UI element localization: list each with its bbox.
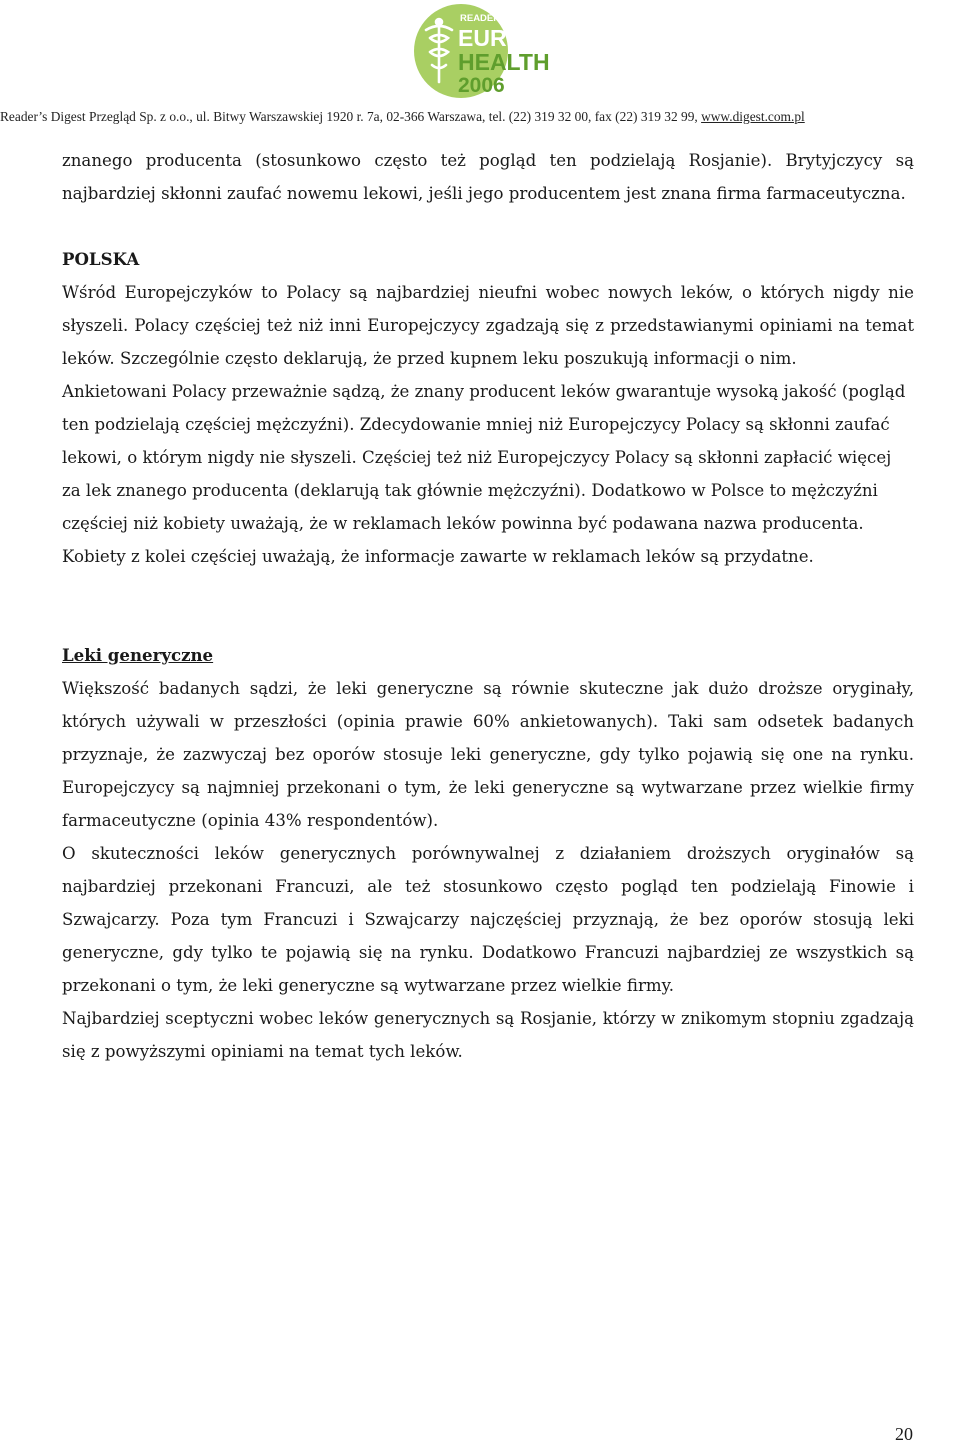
logo-year: 2006 <box>458 74 505 97</box>
logo-word-europe: EUROPE <box>458 25 556 51</box>
paragraph-polska-1: Wśród Europejczyków to Polacy są najbardziej nieufni wobec nowych leków, o których nigdy nie słyszeli. Polacy częściej też niż inni Europejczycy zgadzają się z przedstawianymi opiniami na temat leków. Szczególnie często deklarują, że przed kupnem leku poszukują informacji o nim. <box>62 283 914 368</box>
europe-health-logo <box>412 2 562 100</box>
heading-polska: POLSKA <box>62 249 140 269</box>
paragraph-generics-2: O skuteczności leków generycznych porównywalnej z działaniem droższych oryginałów są najbardziej przekonani Francuzi, ale też stosunkowo często pogląd ten podzielają Finowie i Szwajcarzy. Poza tym Francuzi i Szwajcarzy najczęściej przyznają, że bez oporów stosują leki generyczne, gdy tylko te pojawią się na rynku. Dodatkowo Francuzi najbardziej ze wszystkich są przekonani o tym, że leki generyczne są wytwarzane przez wielkie firmy. <box>62 844 914 995</box>
header-address <box>0 109 960 125</box>
page-number: 20 <box>895 1424 913 1444</box>
header-website-link[interactable]: www.digest.com.pl <box>701 109 805 124</box>
logo-word-health: HEALTH <box>458 49 550 75</box>
paragraph-polska-2: Ankietowani Polacy przeważnie sądzą, że znany producent leków gwarantuje wysoką jakość (pogląd ten podzielają częściej mężczyźni). Zdecydowanie mniej niż Europejczycy Polacy są skłonni zaufać lekowi, o którym nigdy nie słyszeli. Częściej też niż Europejczycy Polacy są skłonni zapłacić więcej za lek znanego producenta (deklarują tak głównie mężczyźni). Dodatkowo w Polsce to mężczyźni częściej niż kobiety uważają, że w reklamach leków powinna być podawana nazwa producenta. Kobiety z kolei częściej uważają, że informacje zawarte w reklamach leków są przydatne. <box>62 382 906 566</box>
heading-leki-generyczne: Leki generyczne <box>62 645 214 665</box>
paragraph-generics-1: Większość badanych sądzi, że leki generyczne są równie skuteczne jak dużo droższe oryginały, których używali w przeszłości (opinia prawie 60% ankietowanych). Taki sam odsetek badanych przyznaje, że zazwyczaj bez oporów stosuje leki generyczne, gdy tylko pojawią się one na rynku. Europejczycy są najmniej przekonani o tym, że leki generyczne są wytwarzane przez wielkie firmy farmaceutyczne (opinia 43% respondentów). <box>62 679 914 830</box>
paragraph-intro: znanego producenta (stosunkowo często też pogląd ten podzielają Rosjanie). Brytyjczycy są najbardziej skłonni zaufać nowemu lekowi, jeśli jego producentem jest znana firma farmaceutyczna. <box>62 151 914 203</box>
logo-brand-line: READER'S DIGEST <box>460 13 547 24</box>
header-address-text: Reader’s Digest Przegląd Sp. z o.o., ul. Bitwy Warszawskiej 1920 r. 7a, 02-366 Warszawa, tel. (22) 319 32 00, fax (22) 319 32 99, <box>0 109 702 124</box>
paragraph-generics-3: Najbardziej sceptyczni wobec leków generycznych są Rosjanie, którzy w znikomym stopniu zgadzają się z powyższymi opiniami na temat tych leków. <box>62 1009 914 1061</box>
document-body <box>62 144 914 1068</box>
